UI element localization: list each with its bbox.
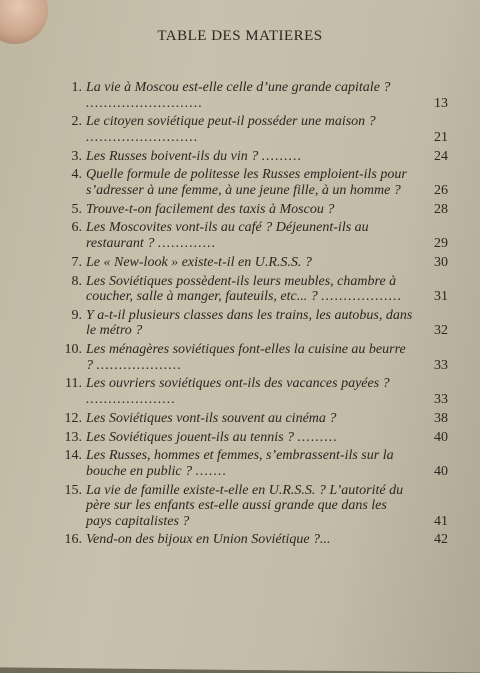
entry-number: 8. [71, 273, 82, 289]
toc-entry: 2. Le citoyen soviétique peut-il posséder une maison ? ......................... 21 [56, 114, 448, 145]
toc-entry [56, 532, 448, 548]
entry-number: 5. [71, 201, 82, 217]
entry-page: 33 [434, 357, 448, 373]
entry-page: 13 [434, 95, 448, 111]
entry-page: 33 [434, 391, 448, 407]
entry-number: 7. [71, 254, 82, 270]
entry-number: 4. [71, 167, 82, 183]
entry-page: 32 [434, 323, 448, 339]
entry-page: 38 [434, 410, 448, 426]
entry-text: Les Soviétiques vont-ils souvent au cinéma ? [86, 410, 337, 426]
toc-entry: 3. Les Russes boivent-ils du vin ? ......... 24 [56, 149, 448, 165]
entry-text: Quelle formule de politesse les Russes emploient-ils pour s’adresser à une femme, à une jeune fille, à un homme ? [86, 167, 407, 198]
entry-text: La vie de famille existe-t-elle en U.R.S.S. ? L’autorité du père sur les enfants est-elle aussi grande que dans les pays capitalistes ? [86, 482, 404, 529]
toc-entry [56, 308, 448, 339]
entry-page: 29 [434, 235, 448, 251]
entry-text: Les ouvriers soviétiques ont-ils des vacances payées ? [86, 376, 390, 392]
toc-entry [56, 167, 448, 198]
toc-entry: 8. Les Soviétiques possèdent-ils leurs meubles, chambre à coucher, salle à manger, fauteuils, etc... ? .................. 31 [56, 274, 448, 305]
toc-entry: 14. Les Russes, hommes et femmes, s’embrassent-ils sur la bouche en public ? ....... 40 [56, 448, 448, 479]
entry-number: 9. [71, 307, 82, 323]
toc-entry [56, 202, 448, 218]
entry-text: Y a-t-il plusieurs classes dans les trains, les autobus, dans le métro ? [86, 307, 413, 339]
entry-text: Les Moscovites vont-ils au café ? Déjeunent-ils au restaurant ? [86, 220, 369, 251]
toc-entry [56, 255, 448, 271]
entry-text: La vie à Moscou est-elle celle d’une grande capitale ? [86, 80, 391, 95]
table-of-contents [56, 80, 448, 551]
entry-number: 3. [71, 148, 82, 164]
entry-page: 28 [434, 201, 448, 217]
entry-page: 41 [434, 513, 448, 529]
entry-number: 1. [71, 80, 82, 95]
entry-text: Les Soviétiques jouent-ils au tennis ? [86, 429, 295, 445]
entry-page: 42 [434, 532, 448, 548]
entry-page: 21 [434, 129, 448, 145]
toc-entry: 1. La vie à Moscou est-elle celle d’une grande capitale ? .......................... 13 [56, 80, 448, 111]
entry-page: 30 [434, 254, 448, 270]
entry-text: Les Russes, hommes et femmes, s’embrassent-ils sur la bouche en public ? [86, 448, 394, 479]
toc-entry: 10. Les ménagères soviétiques font-elles la cuisine au beurre ? ................... 33 [56, 342, 448, 373]
entry-number: 10. [64, 342, 82, 358]
entry-text: Le « New-look » existe-t-il en U.R.S.S. ? [86, 254, 312, 270]
entry-text: Trouve-t-on facilement des taxis à Moscou ? [86, 201, 335, 217]
entry-page: 24 [434, 148, 448, 164]
entry-text: Vend-on des bijoux en Union Soviétique ?... [86, 532, 331, 548]
entry-number: 13. [64, 429, 82, 445]
entry-page: 26 [434, 182, 448, 198]
entry-number: 6. [71, 220, 82, 236]
entry-text: Les Russes boivent-ils du vin ? [86, 148, 259, 164]
entry-number: 15. [64, 482, 82, 498]
entry-text: Les Soviétiques possèdent-ils leurs meubles, chambre à coucher, salle à manger, fauteuils, etc... ? [86, 273, 397, 305]
entry-number: 12. [64, 410, 82, 426]
entry-number: 2. [71, 114, 82, 130]
entry-number: 16. [64, 532, 82, 548]
toc-entry: 11. Les ouvriers soviétiques ont-ils des vacances payées ? .................... 33 [56, 376, 448, 407]
entry-page: 40 [434, 463, 448, 479]
entry-page: 40 [434, 429, 448, 445]
toc-entry: 13. Les Soviétiques jouent-ils au tennis ? ......... 40 [56, 430, 448, 446]
toc-entry [56, 411, 448, 427]
toc-entry: 6. Les Moscovites vont-ils au café ? Déjeunent-ils au restaurant ? ............. 29 [56, 220, 448, 251]
page-title: TABLE DES MATIERES [157, 28, 323, 44]
entry-page: 31 [434, 289, 448, 305]
toc-entry [56, 483, 448, 530]
entry-text: Le citoyen soviétique peut-il posséder une maison ? [86, 114, 376, 130]
entry-number: 11. [65, 376, 82, 392]
entry-number: 14. [64, 448, 82, 464]
entry-text: Les ménagères soviétiques font-elles la cuisine au beurre ? [86, 342, 406, 373]
